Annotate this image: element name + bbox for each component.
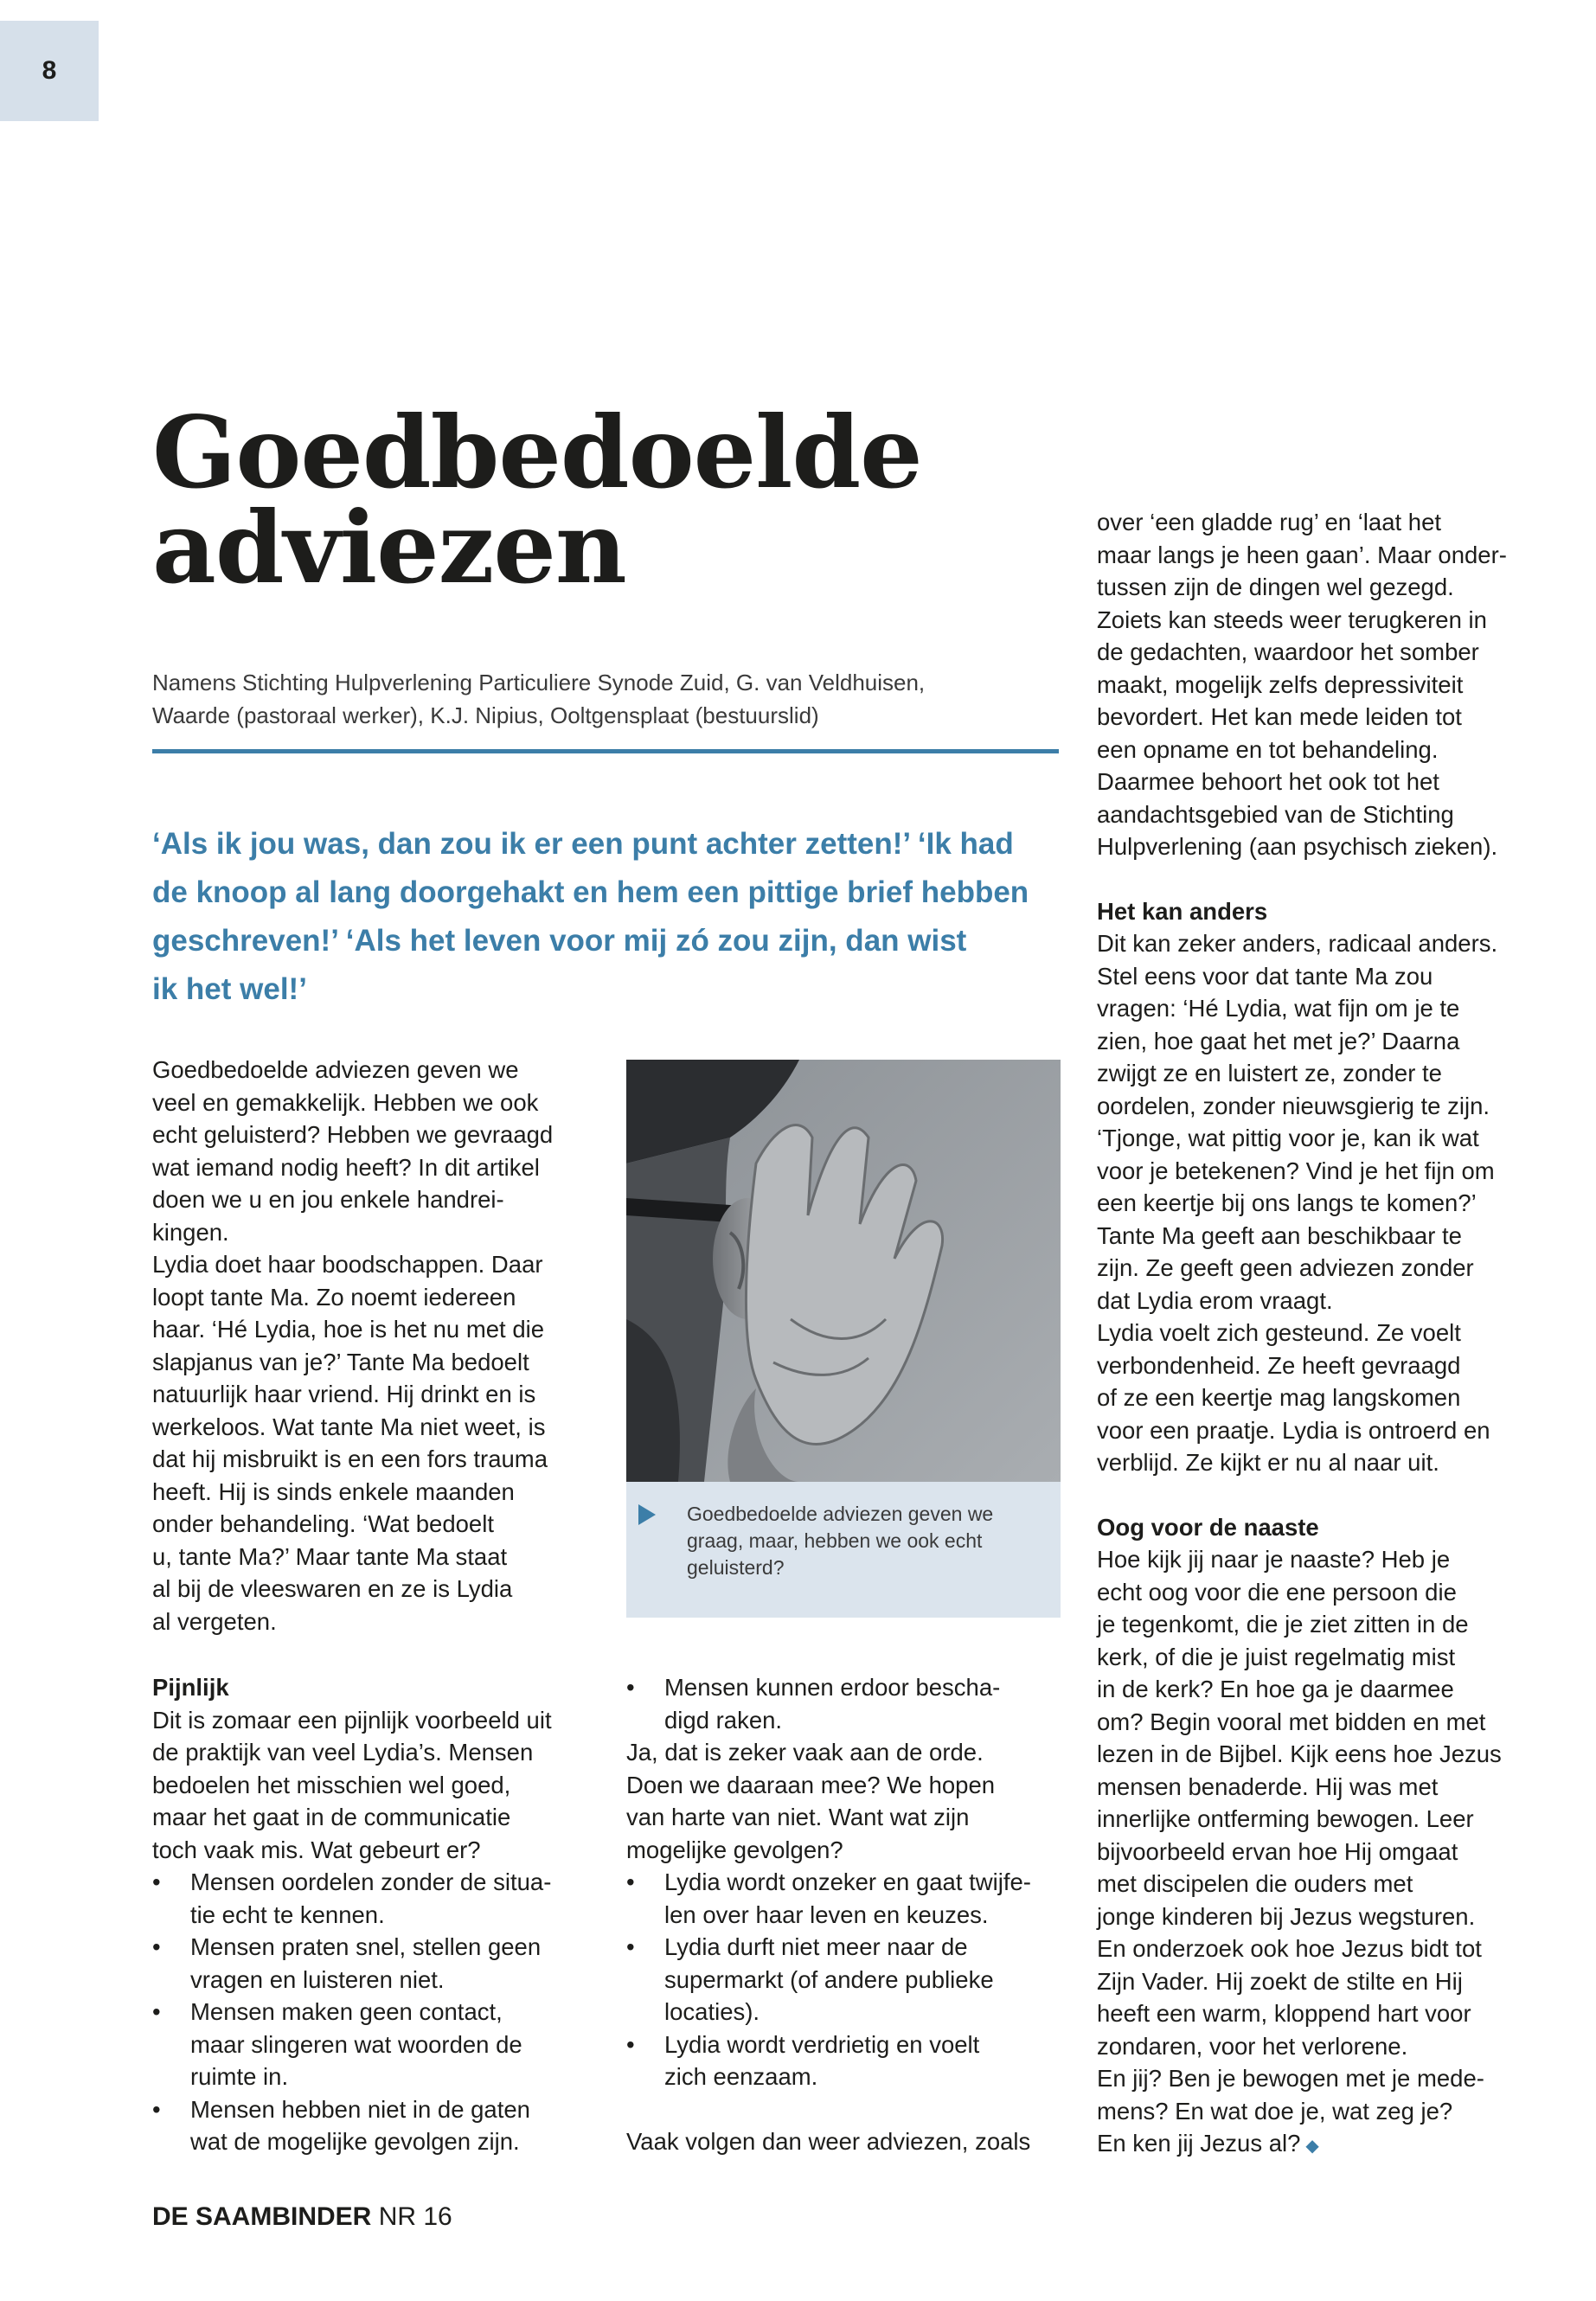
byline [152,666,1061,732]
column-left-intro [152,1054,585,1638]
text-line: je tegenkomt, die je ziet zitten in de [1097,1611,1469,1638]
text-line: echt geluisterd? Hebben we gevraagd [152,1121,554,1148]
text-line: doen we u en jou enkele handrei- [152,1186,504,1213]
text-line: zijn. Ze geeft geen adviezen zonder [1097,1254,1474,1281]
text-line: onder behandeling. ‘Wat bedoelt [152,1510,494,1537]
text-line: haar. ‘Hé Lydia, hoe is het nu met die [152,1316,545,1343]
bullet-item [626,1866,1076,1899]
text-line: Zijn Vader. Hij zoekt de stilte en Hij [1097,1967,1463,1995]
bullet-text: vragen en luisteren niet. [190,1965,445,1993]
text-line: echt oog voor die ene persoon die [1097,1578,1457,1606]
photo-figure [626,1060,1061,1618]
bullet-symbol: • [152,1933,161,1960]
text-line: heeft een warm, kloppend hart voor [1097,2000,1471,2027]
byline-line: Waarde (pastoraal werker), K.J. Nipius, Ooltgensplaat (bestuurslid) [152,702,819,728]
final-line-text: En ken jij Jezus al? [1097,2130,1301,2157]
text-line: Ja, dat is zeker vaak aan de orde. [626,1739,984,1766]
bullet-symbol: • [152,1998,161,2025]
text-line: al bij de vleeswaren en ze is Lydia [152,1575,513,1602]
bullet-text: maar slingeren wat woorden de [190,2030,522,2058]
end-mark-icon: ◆ [1305,2137,1319,2156]
text-line: dat Lydia erom vraagt. [1097,1286,1333,1314]
text-line: Hoe kijk jij naar je naaste? Heb je [1097,1546,1451,1573]
text-line: veel en gemakkelijk. Hebben we ook [152,1088,539,1116]
text-line: bevordert. Het kan mede leiden tot [1097,703,1462,730]
text-line: mens? En wat doe je, wat zeg je? [1097,2097,1453,2125]
text-line: Stel eens voor dat tante Ma zou [1097,962,1433,990]
page-number-tab [0,21,99,121]
text-line: vragen: ‘Hé Lydia, wat fijn om je te [1097,995,1460,1022]
text-line: bijvoorbeeld ervan hoe Hij omgaat [1097,1837,1458,1865]
text-line: zien, hoe gaat het met je?’ Daarna [1097,1027,1460,1054]
text-line: kingen. [152,1218,229,1246]
caption-line: graag, maar, hebben we ook echt [687,1529,983,1552]
text-line: tussen zijn de dingen wel gezegd. [1097,574,1454,600]
text-line: in de kerk? En hoe ga je daarmee [1097,1676,1454,1702]
text-line: met discipelen die ouders met [1097,1870,1413,1897]
text-line: verblijd. Ze kijkt er nu al naar uit. [1097,1449,1439,1476]
text-line: innerlijke ontferming bewogen. Leer [1097,1805,1474,1832]
listening-man-photo [626,1060,1061,1482]
intro-line: ik het wel!’ [152,972,307,1006]
text-line: Zoiets kan steeds weer terugkeren in [1097,606,1487,633]
title-line: Goedbedoelde [152,394,922,510]
intro-quote [152,820,1078,1014]
text-line: dat hij misbruikt is en een fors trauma [152,1445,548,1472]
intro-line: de knoop al lang doorgehakt en hem een pittige brief hebben [152,875,1029,909]
bullet-text: ruimte in. [190,2063,289,2090]
bullet-item [152,1996,602,2029]
section-pijnlijk [152,1671,602,2158]
bullet-text: Mensen kunnen erdoor bescha- [664,1674,1001,1701]
bullet-text: Mensen praten snel, stellen geen [190,1933,542,1960]
text-line: Doen we daaraan mee? We hopen [626,1771,996,1798]
column-right [1097,506,1555,2163]
text-line: of ze een keertje mag langskomen [1097,1384,1461,1411]
bullet-text: digd raken. [664,1706,783,1734]
text-line: En onderzoek ook hoe Jezus bidt tot [1097,1935,1482,1962]
text-line: Dit kan zeker anders, radicaal anders. [1097,930,1498,957]
text-line: maakt, mogelijk zelfs depressiviteit [1097,670,1464,698]
caption-line: Goedbedoelde adviezen geven we [687,1503,994,1525]
divider-rule [152,749,1059,753]
text-line: wat iemand nodig heeft? In dit artikel [152,1153,540,1181]
text-line: loopt tante Ma. Zo noemt iedereen [152,1283,516,1311]
bullet-text: zich eenzaam. [664,2063,818,2090]
text-line: Goedbedoelde adviezen geven we [152,1056,519,1083]
bullet-item [152,1931,602,1964]
bullet-text: Lydia durft niet meer naar de [664,1933,968,1960]
text-line: maar het gaat in de communicatie [152,1804,511,1830]
text-line: om? Begin vooral met bidden en met [1097,1708,1486,1735]
text-line: Daarmee behoort het ook tot het [1097,768,1439,795]
text-line: kerk, of die je juist regelmatig mist [1097,1643,1456,1670]
text-line: mensen benaderde. Hij was met [1097,1772,1439,1800]
bullet-symbol: • [626,1868,635,1895]
spacer [626,2093,1076,2125]
text-line: slapjanus van je?’ Tante Ma bedoelt [152,1348,529,1375]
bullet-text: Mensen oordelen zonder de situa- [190,1868,552,1895]
article-title [152,394,1017,606]
text-line: een opname en tot behandeling. [1097,735,1439,763]
text-line: al vergeten. [152,1607,277,1635]
text-line: verbondenheid. Ze heeft gevraagd [1097,1351,1461,1379]
byline-line: Namens Stichting Hulpverlening Particuliere Synode Zuid, G. van Veldhuisen, [152,670,926,695]
text-line: bedoelen het misschien wel goed, [152,1771,511,1798]
text-line: zondaren, voor het verlorene. [1097,2032,1408,2060]
bullet-text: Mensen hebben niet in de gaten [190,2095,530,2123]
text-line: over ‘een gladde rug’ en ‘laat het [1097,509,1442,535]
bullet-text: Mensen maken geen contact, [190,1998,503,2025]
photo-caption [687,1501,1050,1581]
footer [152,2202,452,2232]
text-line: Tante Ma geeft aan beschikbaar te [1097,1221,1462,1249]
text-line: werkeloos. Wat tante Ma niet weet, is [152,1413,546,1440]
text-line: Hulpverlening (aan psychisch zieken). [1097,833,1498,860]
bullet-text: Lydia wordt verdrietig en voelt [664,2030,980,2058]
spacer [1097,863,1555,895]
text-line: natuurlijk haar vriend. Hij drinkt en is [152,1381,536,1407]
bullet-item [152,2093,602,2126]
bullet-item [626,1931,1076,1964]
text-line: toch vaak mis. Wat gebeurt er? [152,1836,481,1863]
section-heading: Oog voor de naaste [1097,1513,1319,1541]
page-number: 8 [42,56,57,85]
text-line: Lydia doet haar boodschappen. Daar [152,1251,543,1278]
text-line: voor je betekenen? Vind je het fijn om [1097,1157,1495,1184]
text-line: zwijgt ze en luistert ze, zonder te [1097,1060,1442,1086]
bullet-symbol: • [626,2030,635,2058]
bullet-text: wat de mogelijke gevolgen zijn. [190,2128,520,2155]
text-line: mogelijke gevolgen? [626,1836,843,1863]
text-line: een keertje bij ons langs te komen?’ [1097,1189,1477,1216]
spacer [1097,1479,1555,1511]
text-line: de praktijk van veel Lydia’s. Mensen [152,1739,534,1766]
bullet-text: len over haar leven en keuzes. [664,1900,989,1928]
bullet-text: locaties). [664,1998,760,2025]
text-line: heeft. Hij is sinds enkele maanden [152,1477,515,1505]
text-line: maar langs je heen gaan’. Maar onder- [1097,541,1507,568]
text-line: ‘Tjonge, wat pittig voor je, kan ik wat [1097,1125,1479,1151]
text-line: En jij? Ben je bewogen met je mede- [1097,2065,1484,2092]
text-line: lezen in de Bijbel. Kijk eens hoe Jezus [1097,1740,1502,1767]
bullet-symbol: • [152,2095,161,2123]
text-line: voor een praatje. Lydia is ontroerd en [1097,1416,1490,1444]
text-line: u, tante Ma?’ Maar tante Ma staat [152,1542,508,1570]
text-line: aandachtsgebied van de Stichting [1097,800,1454,828]
bullet-text: tie echt te kennen. [190,1900,385,1928]
bullet-symbol: • [152,1868,161,1895]
issue-number: NR 16 [378,2202,452,2231]
text-line: jonge kinderen bij Jezus wegsturen. [1097,1902,1476,1930]
bullet-symbol: • [626,1933,635,1960]
intro-line: ‘Als ik jou was, dan zou ik er een punt achter zetten!’ ‘Ik had [152,827,1014,861]
text-line: de gedachten, waardoor het somber [1097,638,1479,665]
section-heading: Het kan anders [1097,897,1268,925]
text-line: oordelen, zonder nieuwsgierig te zijn. [1097,1092,1490,1119]
text-line: Lydia voelt zich gesteund. Ze voelt [1097,1319,1461,1346]
column-middle [626,1671,1076,2157]
text-line: Dit is zomaar een pijnlijk voorbeeld uit [152,1706,552,1734]
bullet-text: supermarkt (of andere publieke [664,1965,994,1993]
bullet-text: Lydia wordt onzeker en gaat twijfe- [664,1868,1031,1895]
bullet-item [626,1671,1076,1704]
bullet-item [152,1866,602,1899]
text-line: van harte van niet. Want wat zijn [626,1804,970,1830]
title-line: adviezen [152,490,626,606]
text-line: Vaak volgen dan weer adviezen, zoals [626,2127,1031,2155]
bullet-symbol: • [626,1674,635,1701]
magazine-name: DE SAAMBINDER [152,2202,372,2231]
final-line [1097,2127,1555,2163]
section-heading: Pijnlijk [152,1674,229,1701]
bullet-item [626,2029,1076,2061]
caption-line: geluisterd? [687,1556,785,1579]
intro-line: geschreven!’ ‘Als het leven voor mij zó zou zijn, dan wist [152,924,967,958]
caption-arrow-icon [638,1504,656,1525]
